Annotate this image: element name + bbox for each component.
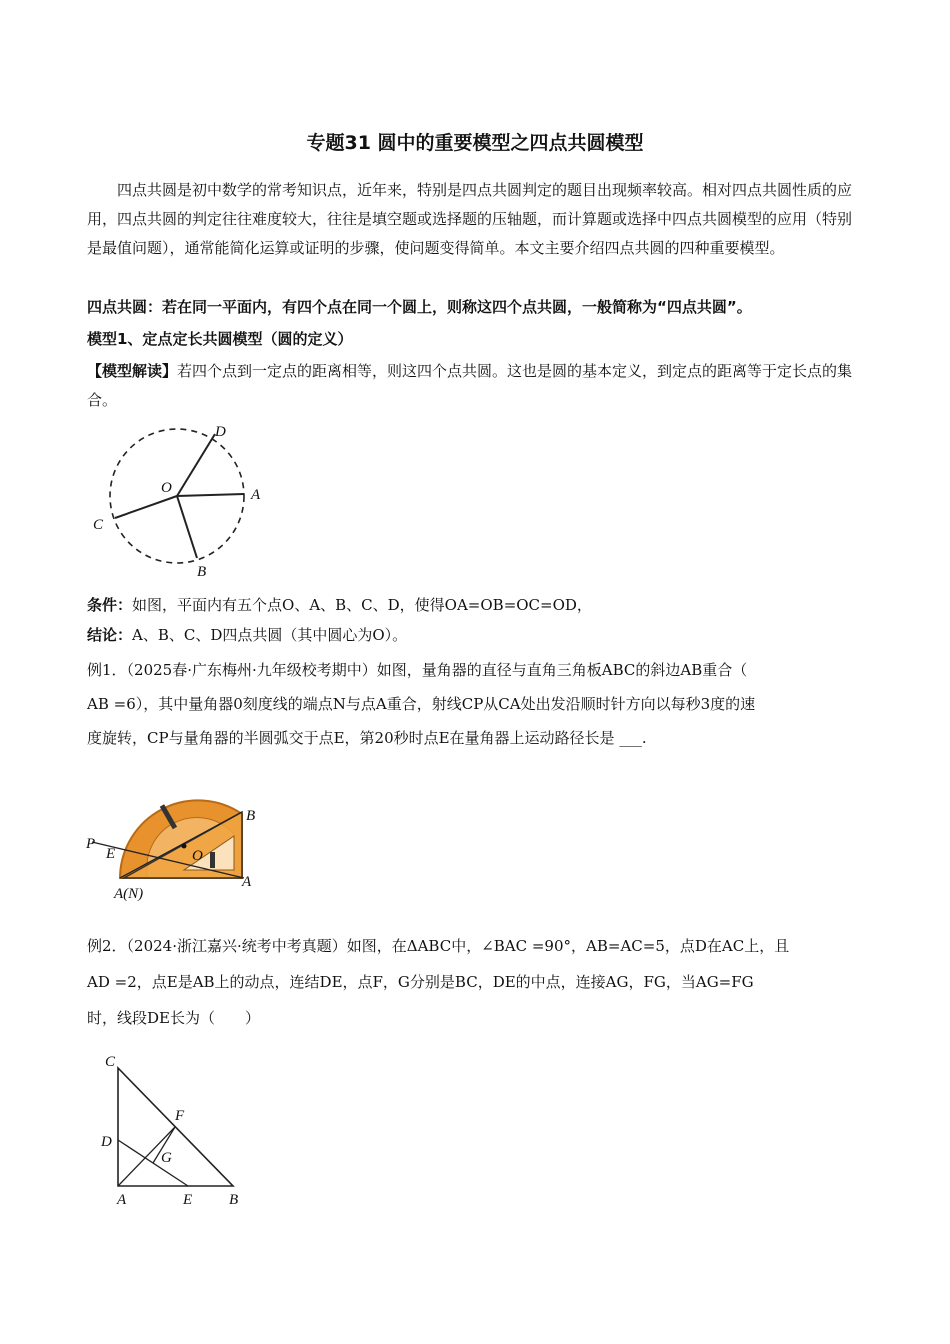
protractor-figure <box>84 774 274 904</box>
model1-reading-text: 若四个点到一定点的距离相等，则这四个点共圆。这也是圆的基本定义，到定点的距离等于定长点的集合。 <box>87 362 853 409</box>
segment-od <box>177 434 215 496</box>
label-d: D <box>215 424 226 440</box>
conclusion-line <box>87 621 862 650</box>
condition-label: 条件： <box>87 596 133 614</box>
label-d3: D <box>101 1134 112 1150</box>
center-o <box>182 844 187 849</box>
example1-line2: AB =6），其中量角器0刻度线的端点N与点A重合，射线CP从CA处出发沿顺时针方向以每秒3度的速 <box>87 695 756 713</box>
label-a: A <box>251 487 261 503</box>
page-title: 专题31 圆中的重要模型之四点共圆模型 <box>306 132 644 154</box>
intro-paragraph: 四点共圆是初中数学的常考知识点，近年来，特别是四点共圆判定的题目出现频率较高。相对四点共圆性质的应用，四点共圆的判定往往难度较大，往往是填空题或选择题的压轴题，而计算题或选择中四点共圆模型的应用（特别是最值问题），通常能简化运算或证明的步骤，使问题变得简单。本文主要介绍四点共圆的四种重要模型。 <box>87 181 853 257</box>
conclusion-text: A、B、C、D四点共圆（其中圆心为O）。 <box>132 626 408 644</box>
label-p: P <box>86 836 96 852</box>
segment-ob <box>177 496 197 558</box>
label-b3: B <box>229 1192 239 1208</box>
label-e3: E <box>183 1192 193 1208</box>
label-c: C <box>93 517 104 533</box>
example2-line1: 例2．（2024·浙江嘉兴·统考中考真题）如图，在ΔABC中，∠BAC =90°，AB=AC=5，点D在AC上，且 <box>87 937 790 955</box>
example2-line3: 时，线段DE长为（ ） <box>87 1009 260 1027</box>
condition-text: 如图，平面内有五个点O、A、B、C、D，使得OA=OB=OC=OD， <box>132 596 592 614</box>
segment-oa <box>177 494 244 496</box>
model1-heading: 模型1、定点定长共圆模型（圆的定义） <box>87 330 353 348</box>
model1-reading-label: 【模型解读】 <box>87 362 178 380</box>
label-e2: E <box>106 846 116 862</box>
example1-line3: 度旋转，CP与量角器的半圆弧交于点E，第20秒时点E在量角器上运动路径长是 ___. <box>87 729 647 747</box>
example1 <box>87 653 862 755</box>
segment-oc <box>115 496 177 518</box>
label-a2: A <box>242 874 252 890</box>
label-o: O <box>161 480 172 496</box>
label-o2: O <box>192 848 203 864</box>
label-a3: A <box>117 1192 127 1208</box>
label-an: A(N) <box>114 886 144 902</box>
label-f3: F <box>175 1108 185 1124</box>
example2-line2: AD =2，点E是AB上的动点，连结DE，点F，G分别是BC，DE的中点，连接AG，FG，当AG=FG <box>87 973 754 991</box>
definition-text: 四点共圆：若在同一平面内，有四个点在同一个圆上，则称这四个点共圆，一般简称为“四点共圆”。 <box>87 298 752 316</box>
label-g3: G <box>161 1150 172 1166</box>
model1-reading <box>87 357 862 415</box>
label-c3: C <box>105 1054 116 1070</box>
condition-line <box>87 591 862 620</box>
example1-line1: 例1．（2025春·广东梅州·九年级校考期中）如图，量角器的直径与直角三角板ABC的斜边AB重合（ <box>87 661 748 679</box>
label-b: B <box>197 564 207 580</box>
triangle-figure <box>95 1050 255 1210</box>
label-b2: B <box>246 808 256 824</box>
conclusion-label: 结论： <box>87 626 133 644</box>
protractor-mark <box>210 852 215 868</box>
example2 <box>87 928 862 1036</box>
circle-figure <box>85 418 270 583</box>
